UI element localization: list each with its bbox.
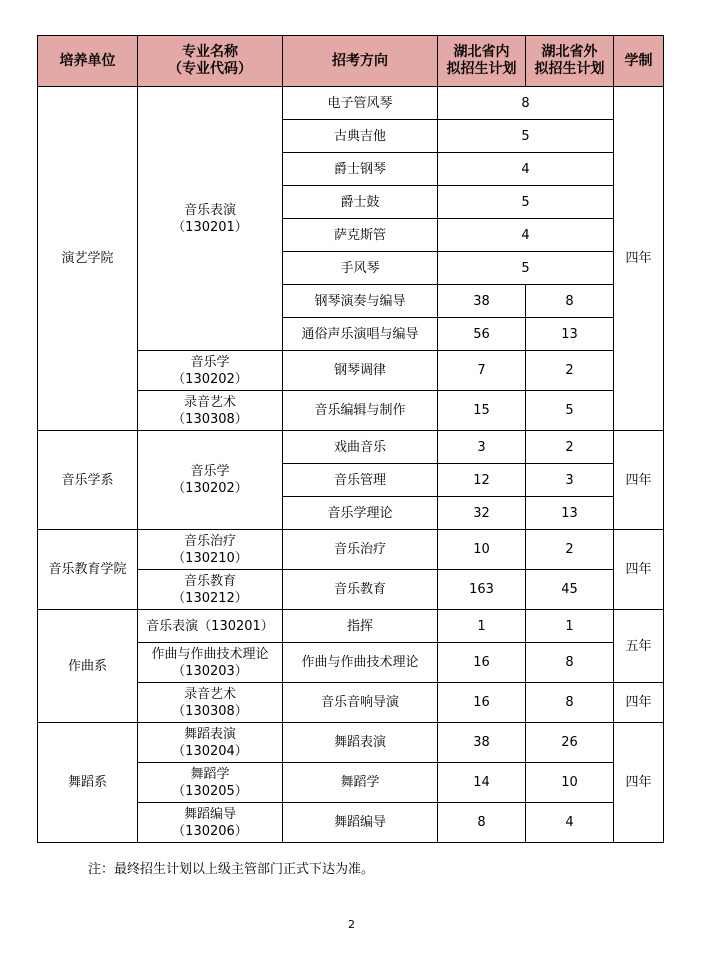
out-province-cell: 8: [526, 683, 614, 723]
table-row: [38, 87, 664, 120]
major-cell: 音乐治疗 （130210）: [138, 530, 283, 570]
in-province-cell: 15: [438, 391, 526, 431]
total-quota-cell: 4: [438, 219, 614, 252]
years-cell: 四年: [614, 431, 664, 530]
in-province-cell: 10: [438, 530, 526, 570]
out-province-cell: 8: [526, 643, 614, 683]
out-province-cell: 8: [526, 285, 614, 318]
header-out-province: 湖北省外 拟招生计划: [526, 36, 614, 87]
major-cell: 录音艺术 （130308）: [138, 391, 283, 431]
unit-cell: 作曲系: [38, 610, 138, 723]
in-province-cell: 7: [438, 351, 526, 391]
total-quota-cell: 5: [438, 120, 614, 153]
table-row: [38, 431, 664, 464]
direction-cell: 舞蹈表演: [283, 723, 438, 763]
major-cell: 音乐表演（130201）: [138, 610, 283, 643]
out-province-cell: 2: [526, 351, 614, 391]
in-province-cell: 56: [438, 318, 526, 351]
in-province-cell: 38: [438, 285, 526, 318]
direction-cell: 舞蹈学: [283, 763, 438, 803]
major-cell: 舞蹈学 （130205）: [138, 763, 283, 803]
unit-cell: 舞蹈系: [38, 723, 138, 843]
major-cell: 音乐学 （130202）: [138, 431, 283, 530]
page-number: 2: [348, 918, 355, 931]
out-province-cell: 2: [526, 431, 614, 464]
table-row: [38, 530, 664, 570]
direction-cell: 爵士鼓: [283, 186, 438, 219]
header-unit: 培养单位: [38, 36, 138, 87]
major-cell: 音乐学 （130202）: [138, 351, 283, 391]
direction-cell: 手风琴: [283, 252, 438, 285]
out-province-cell: 13: [526, 318, 614, 351]
direction-cell: 爵士钢琴: [283, 153, 438, 186]
table-header-row: [38, 36, 664, 87]
table-row: [38, 610, 664, 643]
major-cell: 音乐教育 （130212）: [138, 570, 283, 610]
out-province-cell: 2: [526, 530, 614, 570]
header-major: 专业名称 （专业代码）: [138, 36, 283, 87]
out-province-cell: 5: [526, 391, 614, 431]
direction-cell: 作曲与作曲技术理论: [283, 643, 438, 683]
out-province-cell: 3: [526, 464, 614, 497]
enrollment-table: [37, 35, 664, 843]
direction-cell: 音乐管理: [283, 464, 438, 497]
in-province-cell: 8: [438, 803, 526, 843]
direction-cell: 钢琴演奏与编导: [283, 285, 438, 318]
out-province-cell: 26: [526, 723, 614, 763]
in-province-cell: 163: [438, 570, 526, 610]
total-quota-cell: 5: [438, 186, 614, 219]
out-province-cell: 4: [526, 803, 614, 843]
years-cell: 四年: [614, 723, 664, 843]
major-cell: 音乐表演 （130201）: [138, 87, 283, 351]
in-province-cell: 32: [438, 497, 526, 530]
unit-cell: 演艺学院: [38, 87, 138, 431]
total-quota-cell: 4: [438, 153, 614, 186]
total-quota-cell: 5: [438, 252, 614, 285]
direction-cell: 古典吉他: [283, 120, 438, 153]
header-in-province: 湖北省内 拟招生计划: [438, 36, 526, 87]
major-cell: 舞蹈表演 （130204）: [138, 723, 283, 763]
direction-cell: 萨克斯管: [283, 219, 438, 252]
out-province-cell: 10: [526, 763, 614, 803]
in-province-cell: 16: [438, 683, 526, 723]
direction-cell: 钢琴调律: [283, 351, 438, 391]
footnote: 注：最终招生计划以上级主管部门正式下达为准。: [88, 862, 375, 877]
header-direction: 招考方向: [283, 36, 438, 87]
in-province-cell: 16: [438, 643, 526, 683]
direction-cell: 舞蹈编导: [283, 803, 438, 843]
out-province-cell: 13: [526, 497, 614, 530]
major-cell: 舞蹈编导 （130206）: [138, 803, 283, 843]
direction-cell: 音乐治疗: [283, 530, 438, 570]
years-cell: 四年: [614, 683, 664, 723]
in-province-cell: 1: [438, 610, 526, 643]
direction-cell: 音乐编辑与制作: [283, 391, 438, 431]
direction-cell: 指挥: [283, 610, 438, 643]
table-row: [38, 723, 664, 763]
in-province-cell: 38: [438, 723, 526, 763]
direction-cell: 音乐学理论: [283, 497, 438, 530]
years-cell: 四年: [614, 530, 664, 610]
out-province-cell: 45: [526, 570, 614, 610]
direction-cell: 戏曲音乐: [283, 431, 438, 464]
major-cell: 作曲与作曲技术理论 （130203）: [138, 643, 283, 683]
in-province-cell: 12: [438, 464, 526, 497]
header-years: 学制: [614, 36, 664, 87]
out-province-cell: 1: [526, 610, 614, 643]
direction-cell: 音乐音响导演: [283, 683, 438, 723]
direction-cell: 通俗声乐演唱与编导: [283, 318, 438, 351]
in-province-cell: 3: [438, 431, 526, 464]
direction-cell: 电子管风琴: [283, 87, 438, 120]
major-cell: 录音艺术 （130308）: [138, 683, 283, 723]
unit-cell: 音乐教育学院: [38, 530, 138, 610]
years-cell: 五年: [614, 610, 664, 683]
unit-cell: 音乐学系: [38, 431, 138, 530]
years-cell: 四年: [614, 87, 664, 431]
total-quota-cell: 8: [438, 87, 614, 120]
in-province-cell: 14: [438, 763, 526, 803]
direction-cell: 音乐教育: [283, 570, 438, 610]
